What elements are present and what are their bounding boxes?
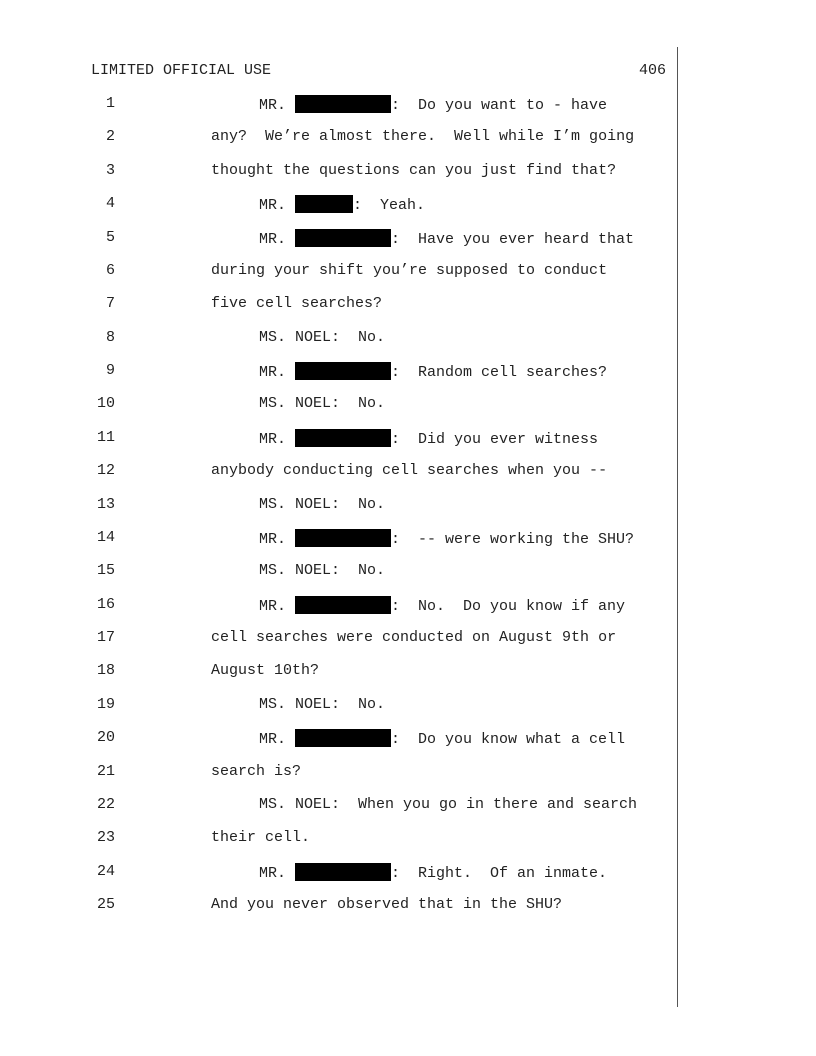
transcript-line xyxy=(0,395,676,415)
line-text xyxy=(211,629,616,646)
line-text-segment: their cell. xyxy=(211,829,311,847)
redaction-box xyxy=(295,596,391,614)
line-number: 3 xyxy=(105,161,115,179)
line-text-segment: : Right. Of an inmate. xyxy=(391,864,608,882)
line-number: 13 xyxy=(96,495,115,513)
line-text xyxy=(259,395,385,412)
line-number: 25 xyxy=(96,896,115,913)
line-text xyxy=(259,863,607,882)
line-text xyxy=(211,128,634,145)
line-number: 11 xyxy=(96,428,115,446)
right-margin-rule xyxy=(677,47,678,1007)
transcript-line xyxy=(0,729,676,749)
line-text-segment: MS. NOEL: No. xyxy=(259,495,386,513)
line-number: 19 xyxy=(96,695,115,713)
line-number: 9 xyxy=(105,362,115,379)
transcript-line xyxy=(0,829,676,849)
line-text-segment: : Did you ever witness xyxy=(391,430,599,448)
line-text-segment: : Do you know what a cell xyxy=(391,731,626,749)
transcript-line xyxy=(0,462,676,482)
line-number: 2 xyxy=(105,128,115,146)
transcript-line xyxy=(0,662,676,682)
line-number: 14 xyxy=(96,528,115,546)
redaction-box xyxy=(295,863,391,881)
line-text-segment: MR. xyxy=(259,530,296,548)
line-number: 10 xyxy=(96,395,115,413)
line-text xyxy=(259,362,607,381)
line-text-segment: MR. xyxy=(259,731,296,749)
transcript-line xyxy=(0,896,676,916)
redaction-box xyxy=(295,729,391,747)
line-text-segment: MR. xyxy=(259,197,296,215)
line-number: 24 xyxy=(96,862,115,880)
classification-label: LIMITED OFFICIAL USE xyxy=(91,62,272,79)
line-text-segment: during your shift you’re supposed to conduct xyxy=(211,261,608,279)
line-text-segment: : Do you want to - have xyxy=(391,97,608,114)
line-text-segment: August 10th? xyxy=(211,662,320,680)
line-text xyxy=(259,95,607,114)
line-number: 16 xyxy=(96,595,115,613)
transcript-line xyxy=(0,629,676,649)
line-number: 8 xyxy=(105,328,115,346)
transcript-line xyxy=(0,596,676,616)
line-number: 17 xyxy=(96,629,115,646)
line-text-segment: MR. xyxy=(259,230,296,248)
line-text-segment: : Have you ever heard that xyxy=(391,230,635,248)
line-text xyxy=(259,229,634,248)
line-text xyxy=(259,729,625,748)
transcript-line xyxy=(0,529,676,549)
transcript-line xyxy=(0,229,676,249)
transcript-line xyxy=(0,763,676,783)
line-text-segment: MR. xyxy=(259,864,296,882)
line-text xyxy=(211,262,607,279)
line-text-segment: MS. NOEL: No. xyxy=(259,395,386,413)
line-text-segment: MS. NOEL: No. xyxy=(259,328,386,346)
line-text-segment: : No. Do you know if any xyxy=(391,597,626,615)
line-number: 1 xyxy=(105,95,115,112)
transcript-line xyxy=(0,562,676,582)
line-number: 20 xyxy=(96,729,115,747)
redaction-box xyxy=(295,195,353,213)
redaction-box xyxy=(295,95,391,113)
line-text-segment: search is? xyxy=(211,762,302,780)
transcript-line xyxy=(0,262,676,282)
line-number: 4 xyxy=(105,195,115,213)
transcript-line xyxy=(0,195,676,215)
transcript-line xyxy=(0,128,676,148)
line-number: 23 xyxy=(96,829,115,847)
line-text xyxy=(259,429,598,448)
line-text xyxy=(259,529,634,548)
line-text xyxy=(211,662,319,679)
line-text-segment: thought the questions can you just find that? xyxy=(211,161,617,179)
transcript-line xyxy=(0,362,676,382)
line-number: 6 xyxy=(105,261,115,279)
line-text xyxy=(259,796,637,813)
line-text xyxy=(259,195,425,214)
line-text-segment: : Yeah. xyxy=(353,197,426,215)
line-number: 22 xyxy=(96,795,115,813)
transcript-line xyxy=(0,295,676,315)
transcript-line xyxy=(0,863,676,883)
redaction-box xyxy=(295,229,391,247)
transcript-line xyxy=(0,95,676,115)
line-text xyxy=(259,329,385,346)
line-number: 5 xyxy=(105,228,115,246)
line-number: 12 xyxy=(96,462,115,480)
line-number: 21 xyxy=(96,762,115,780)
line-text xyxy=(259,696,385,713)
line-number: 7 xyxy=(105,295,115,313)
line-text-segment: anybody conducting cell searches when you -- xyxy=(211,462,608,480)
line-text xyxy=(211,162,616,179)
page-number: 406 xyxy=(639,62,667,79)
line-text-segment: MR. xyxy=(259,364,296,381)
redaction-box xyxy=(295,529,391,547)
line-text-segment: MR. xyxy=(259,597,296,615)
transcript-line xyxy=(0,696,676,716)
line-text-segment: five cell searches? xyxy=(211,295,383,313)
line-text-segment: MS. NOEL: No. xyxy=(259,562,386,580)
transcript-line xyxy=(0,496,676,516)
line-text xyxy=(211,462,607,479)
line-number: 15 xyxy=(96,562,115,580)
line-text xyxy=(259,562,385,579)
line-text xyxy=(211,829,310,846)
redaction-box xyxy=(295,429,391,447)
transcript-line xyxy=(0,796,676,816)
transcript-line xyxy=(0,162,676,182)
line-text-segment: And you never observed that in the SHU? xyxy=(211,896,563,913)
line-text-segment: MR. xyxy=(259,97,296,114)
line-number: 18 xyxy=(96,662,115,680)
line-text-segment: cell searches were conducted on August 9th or xyxy=(211,629,617,646)
transcript-line xyxy=(0,429,676,449)
line-text-segment: : Random cell searches? xyxy=(391,364,608,381)
line-text xyxy=(211,763,301,780)
transcript-line xyxy=(0,329,676,349)
line-text xyxy=(211,896,562,913)
line-text-segment: MS. NOEL: When you go in there and search xyxy=(259,795,638,813)
line-text-segment: : -- were working the SHU? xyxy=(391,530,635,548)
line-text-segment: MR. xyxy=(259,430,296,448)
line-text-segment: any? We’re almost there. Well while I’m going xyxy=(211,128,635,146)
line-text xyxy=(211,295,382,312)
line-text xyxy=(259,496,385,513)
redaction-box xyxy=(295,362,391,380)
line-text-segment: MS. NOEL: No. xyxy=(259,695,386,713)
line-text xyxy=(259,596,625,615)
